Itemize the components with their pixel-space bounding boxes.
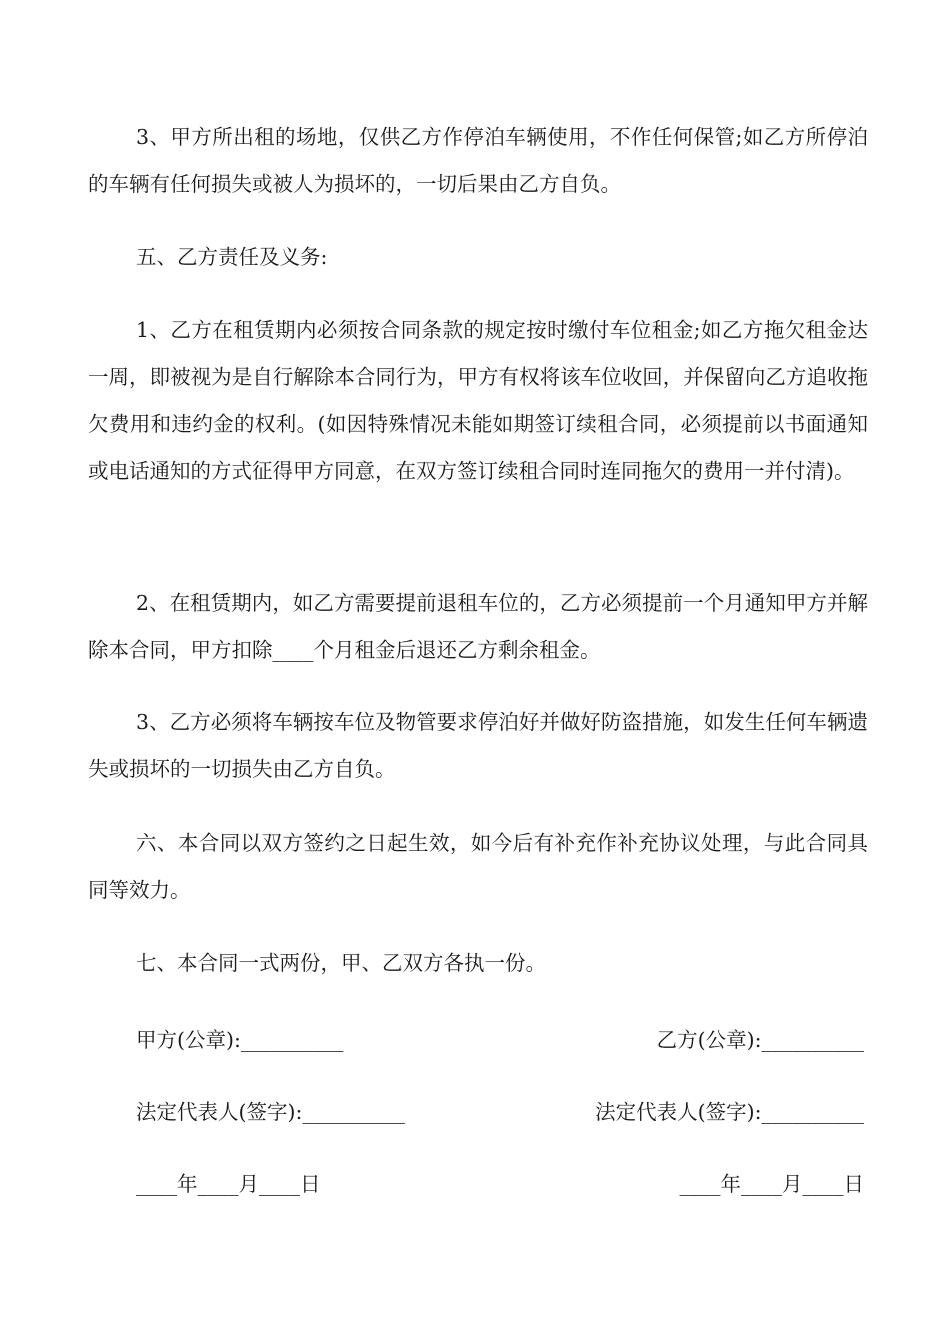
party-a-representative-line: 法定代表人(签字):__________ xyxy=(136,1100,405,1124)
section-5-item-2: 2、在租赁期内，如乙方需要提前退租车位的，乙方必须提前一个月通知甲方并解除本合同，甲方扣除____个月租金后退还乙方剩余租金。 xyxy=(88,591,868,662)
section-6: 六、本合同以双方签约之日起生效，如今后有补充作补充协议处理，与此合同具同等效力。 xyxy=(88,831,868,902)
party-a-date-line: ____年____月____日 xyxy=(136,1172,321,1196)
clause-3-party-a: 3、甲方所出租的场地，仅供乙方作停泊车辆使用，不作任何保管;如乙方所停泊的车辆有任何损失或被人为损坏的，一切后果由乙方自负。 xyxy=(88,125,868,196)
party-b-seal-line: 乙方(公章):__________ xyxy=(656,1028,864,1052)
section-5-item-3: 3、乙方必须将车辆按车位及物管要求停泊好并做好防盗措施，如发生任何车辆遗失或损坏的一切损失由乙方自负。 xyxy=(88,710,868,781)
party-a-seal-line: 甲方(公章):__________ xyxy=(136,1028,344,1052)
section-5-heading: 五、乙方责任及义务: xyxy=(136,245,328,269)
section-5-item-1: 1、乙方在租赁期内必须按合同条款的规定按时缴付车位租金;如乙方拖欠租金达一周，即被视为是自行解除本合同行为，甲方有权将该车位收回，并保留向乙方追收拖欠费用和违约金的权利。(如因特殊情况未能如期签订续租合同，必须提前以书面通知或电话通知的方式征得甲方同意，在双方签订续租合同时连同拖欠的费用一并付清)。 xyxy=(88,318,868,483)
section-7: 七、本合同一式两份，甲、乙双方各执一份。 xyxy=(136,951,546,975)
party-b-date-line: ____年____月____日 xyxy=(679,1172,864,1196)
party-b-representative-line: 法定代表人(签字):__________ xyxy=(595,1100,864,1124)
